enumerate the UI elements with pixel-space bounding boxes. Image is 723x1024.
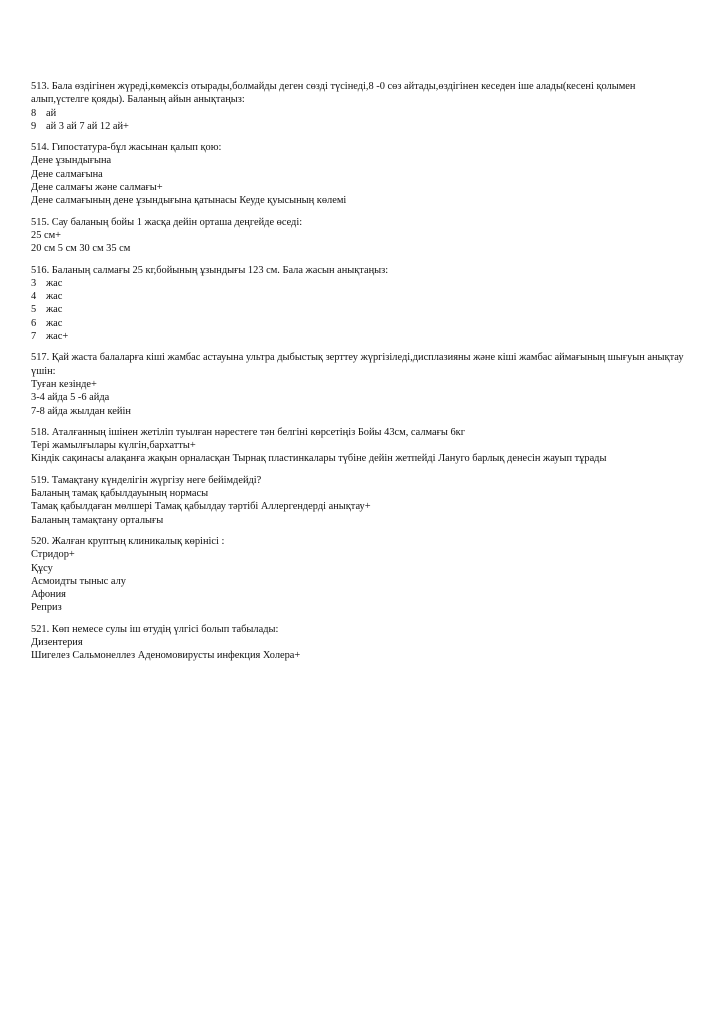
answer-number: 9 [31,120,37,132]
question-text: 514. Гипостатура-бұл жасынан қалып қою: [31,142,222,154]
question-block [31,141,691,207]
answer-text: 7-8 айда жылдан кейін [31,405,131,417]
answer-option [31,317,691,330]
answer-text: 20 см 5 см 30 см 35 см [31,243,131,255]
answer-number: 6 [31,317,37,329]
answer-text: Афония [31,589,66,601]
answer-option [31,548,691,561]
answer-option [31,452,691,465]
question-block [31,351,691,417]
answer-text: Баланың тамақ қабылдауының нормасы [31,488,209,500]
answer-text: жас [46,304,63,316]
answer-option [31,439,691,452]
question-text: 516. Баланың салмағы 25 кг,бойының ұзындығы 123 см. Бала жасын анықтаңыз: [31,264,389,276]
question-block [31,80,691,133]
answer-text: жас+ [46,331,69,343]
answer-option [31,168,691,181]
answer-text: Тері жамылғылары күлгін,бархатты+ [31,440,196,452]
answer-text: жас [46,277,63,289]
answer-text: 3-4 айда 5 -6 айда [31,392,110,404]
answer-text: ай 3 ай 7 ай 12 ай+ [46,120,129,132]
answer-option [31,303,691,316]
answer-text: Асмоидты тыныс алу [31,575,126,587]
answer-text: Стридор+ [31,549,75,561]
answer-option [31,601,691,614]
answer-text: Дене салмағы және салмағы+ [31,182,163,194]
answer-number: 3 [31,277,37,289]
question-block [31,264,691,344]
answer-number: 5 [31,304,37,316]
answer-text: Құсу [31,562,53,574]
answer-option [31,242,691,255]
answer-text: Реприз [31,602,62,614]
answer-text: Шигелез Сальмонеллез Аденомовирусты инфекция Холера+ [31,650,301,662]
answer-option [31,154,691,167]
question-text: 513. Бала өздігінен жүреді,көмексіз отырады,болмайды деген сөзді түсінеді,8 -0 сөз айтады,өздігінен кеседен іше алады(кесені қолымен алып,үстелге қояды). Баланың айын анықтаңыз: [31,81,636,106]
answer-text: 25 см+ [31,229,62,241]
question-text: 521. Көп немесе сулы іш өтудің үлгісі болып табылады: [31,623,279,635]
question-block [31,535,691,615]
answer-text: Баланың тамақтану орталығы [31,514,164,526]
answer-text: ай [46,107,57,119]
answer-number: 8 [31,107,37,119]
answer-option [31,277,691,290]
answer-option [31,514,691,527]
question-text: 518. Аталғанның ішінен жетіліп туылған нәрестеге тән белгіні көрсетіңіз Бойы 43см, салмағы 6кг [31,426,465,438]
answer-text: жас [46,317,63,329]
answer-text: Тамақ қабылдаған мөлшері Тамақ қабылдау тәртібі Аллергендерді анықтау+ [31,501,371,513]
answer-option [31,181,691,194]
answer-text: Дизентерия [31,636,83,648]
answer-option [31,290,691,303]
question-block [31,623,691,663]
question-block [31,216,691,256]
answer-option [31,405,691,418]
answer-option [31,378,691,391]
answer-text: жас [46,291,63,303]
answer-number: 7 [31,331,37,343]
answer-option [31,575,691,588]
answer-number: 4 [31,291,37,303]
answer-option [31,562,691,575]
answer-option [31,500,691,513]
answer-text: Дене салмағының дене ұзындығына қатынасы Кеуде қуысының көлемі [31,195,347,207]
answer-text: Туған кезінде+ [31,378,97,390]
question-block [31,474,691,527]
answer-option [31,107,691,120]
answer-option [31,229,691,242]
question-block [31,426,691,466]
answer-option [31,330,691,343]
answer-option [31,120,691,133]
answer-text: Дене салмағына [31,168,103,180]
answer-option [31,194,691,207]
answer-option [31,487,691,500]
answer-text: Дене ұзындығына [31,155,112,167]
question-text: 520. Жалған круптың клиникалық көрінісі : [31,535,225,547]
answer-text: Кіндік сақинасы алақанға жақын орналасқан Тырнақ пластинкалары түбіне дейін жетпейді Лануго барлық денесін жауып тұрады [31,453,607,465]
question-text: 519. Тамақтану күнделігін жүргізу неге бейімдейді? [31,474,262,486]
document-page [31,80,691,671]
answer-option [31,391,691,404]
question-text: 515. Сау баланың бойы 1 жасқа дейін орташа деңгейде өседі: [31,216,303,228]
answer-option [31,636,691,649]
question-text: 517. Қай жаста балаларға кіші жамбас астауына ультра дыбыстық зерттеу жүргізіледі,дисплазияны және кіші жамбас аймағының шығуын анықтау үшін: [31,352,684,377]
answer-option [31,649,691,662]
answer-option [31,588,691,601]
